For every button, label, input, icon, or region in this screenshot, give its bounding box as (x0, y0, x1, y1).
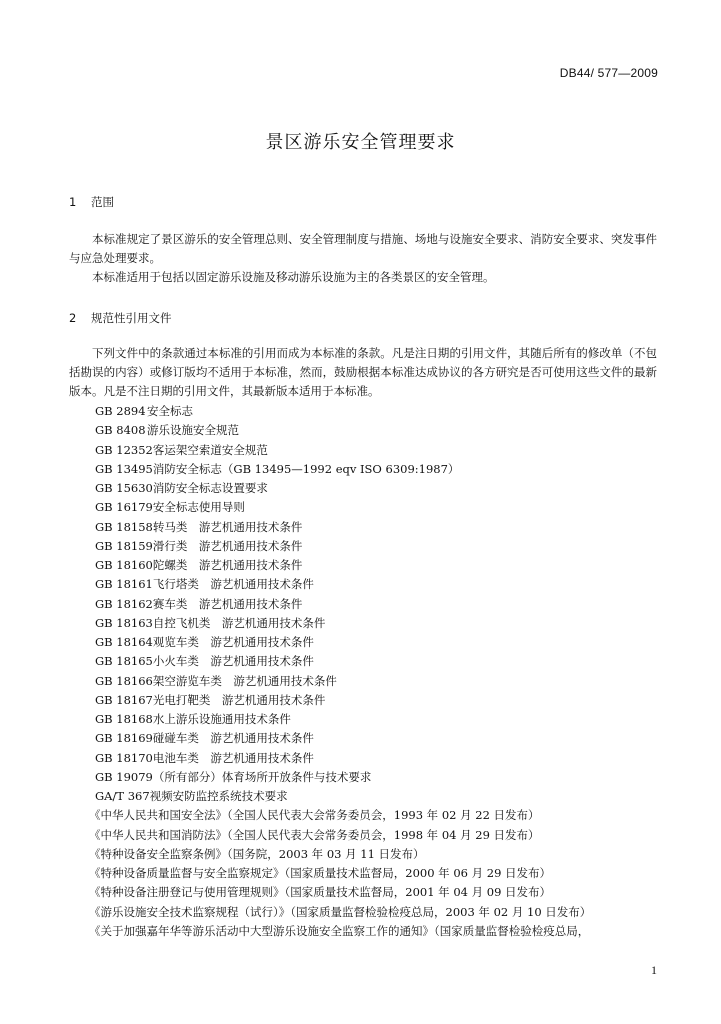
reference-code: GB 2894 (95, 404, 146, 418)
reference-title: 消防安全标志设置要求 (152, 481, 268, 495)
reference-item (95, 787, 591, 806)
document-title: 景区游乐安全管理要求 (265, 132, 456, 153)
reference-code: GA/T 367 (95, 789, 150, 803)
law-reference: 《中华人民共和国安全法》（全国人民代表大会常务委员会，1993 年 02 月 22 日发布） (89, 808, 540, 823)
reference-item (95, 441, 591, 460)
reference-title: 客运架空索道安全规范 (152, 442, 268, 457)
section-2-number: 2 (69, 311, 77, 325)
normative-intro-paragraph: 下列文件中的条款通过本标准的引用而成为本标准的条款。凡是注日期的引用文件，其随后所有的修改单（不包括勘误的内容）或修订版均不适用于本标准，然而，鼓励根据本标准达成协议的各方研究是否可使用这些文件的最新版本。凡是不注日期的引用文件，其最新版本适用于本标准。 (69, 346, 657, 398)
reference-item (95, 768, 591, 787)
law-reference-item (89, 883, 591, 902)
reference-code: GB 8408 (95, 423, 146, 438)
law-reference: 《游乐设施安全技术监察规程（试行）》（国家质量监督检验检疫总局，2003 年 02 月 10 日发布） (89, 904, 592, 919)
reference-title: 陀螺类 游艺机通用技术条件 (152, 558, 303, 572)
reference-code: GB 18165 (95, 654, 153, 669)
reference-title: 自控飞机类 游艺机通用技术条件 (152, 615, 326, 630)
reference-title: 碰碰车类 游艺机通用技术条件 (152, 731, 314, 746)
reference-code: GB 18170 (95, 750, 153, 765)
reference-item (95, 498, 591, 517)
law-reference-item (89, 922, 591, 941)
reference-item (95, 537, 591, 556)
reference-title: 滑行类 游艺机通用技术条件 (152, 538, 303, 553)
section-2-intro (69, 344, 657, 400)
reference-code: GB 18164 (95, 635, 153, 649)
reference-item (95, 633, 591, 652)
law-reference-item (89, 903, 592, 922)
reference-code: GB 18162 (95, 596, 153, 611)
reference-item (95, 421, 591, 440)
reference-item (95, 614, 591, 633)
reference-title: 赛车类 游艺机通用技术条件 (152, 596, 303, 611)
reference-item (95, 672, 591, 691)
reference-title: 光电打靶类 游艺机通用技术条件 (152, 692, 326, 707)
reference-code: GB 18160 (95, 558, 153, 572)
reference-item (95, 749, 591, 768)
reference-code: GB 15630 (95, 481, 153, 495)
section-1-heading (69, 194, 114, 210)
reference-title: 游乐设施安全规范 (147, 423, 239, 438)
reference-item (95, 595, 591, 614)
reference-code: GB 18159 (95, 538, 153, 553)
section-2-title: 规范性引用文件 (91, 311, 172, 325)
law-reference: 《中华人民共和国消防法》（全国人民代表大会常务委员会，1998 年 04 月 29 日发布） (89, 827, 540, 842)
law-reference-item (89, 826, 591, 845)
section-1-title: 范围 (91, 195, 114, 209)
reference-item (95, 518, 591, 537)
reference-item (95, 691, 591, 710)
reference-code: GB 12352 (95, 442, 153, 457)
reference-code: GB 18166 (95, 673, 153, 688)
reference-title: 视频安防监控系统技术要求 (149, 789, 288, 803)
reference-code: GB 18167 (95, 692, 153, 707)
document-code: DB44/ 577—2009 (559, 66, 658, 80)
section-1-number: 1 (69, 195, 77, 209)
reference-list (89, 402, 592, 941)
applicability-paragraph: 本标准适用于包括以固定游乐设施及移动游乐设施为主的各类景区的安全管理。 (92, 269, 495, 284)
reference-title: 安全标志 (147, 404, 193, 418)
reference-code: GB 18163 (95, 615, 153, 630)
reference-title: 水上游乐设施通用技术条件 (152, 712, 291, 726)
reference-title: 小火车类 游艺机通用技术条件 (152, 654, 314, 669)
reference-title: 消防安全标志（GB 13495—1992 eqv ISO 6309:1987） (152, 461, 460, 476)
law-reference-item (89, 845, 591, 864)
reference-code: GB 19079 (95, 769, 153, 784)
law-reference: 《特种设备安全监察条例》（国务院，2003 年 03 月 11 日发布） (89, 846, 425, 861)
reference-item (95, 710, 591, 729)
reference-title: 电池车类 游艺机通用技术条件 (152, 750, 314, 765)
reference-code: GB 18161 (95, 577, 153, 592)
law-reference-item (89, 864, 591, 883)
reference-item (95, 460, 591, 479)
reference-item (95, 652, 591, 671)
law-reference: 《特种设备质量监督与安全监察规定》（国家质量技术监督局，2000 年 06 月 29 日发布） (89, 866, 552, 880)
reference-code: GB 18168 (95, 712, 153, 726)
reference-code: GB 16179 (95, 500, 153, 515)
reference-code: GB 18169 (95, 731, 153, 746)
reference-title: 安全标志使用导则 (152, 500, 245, 515)
reference-title: 架空游览车类 游艺机通用技术条件 (152, 673, 337, 688)
reference-item (95, 479, 591, 498)
reference-item (95, 556, 591, 575)
reference-code: GB 13495 (95, 461, 153, 476)
law-reference-item (89, 806, 591, 825)
reference-title: 观览车类 游艺机通用技术条件 (152, 635, 314, 649)
section-2-heading (69, 310, 172, 326)
law-reference: 《特种设备注册登记与使用管理规则》（国家质量技术监督局，2001 年 04 月 09 日发布） (89, 885, 552, 900)
reference-title: 飞行塔类 游艺机通用技术条件 (152, 577, 314, 592)
reference-code: GB 18158 (95, 519, 153, 534)
law-reference: 《关于加强嘉年华等游乐活动中大型游乐设施安全监察工作的通知》（国家质量监督检验检疫总局， (89, 923, 590, 938)
reference-title: （所有部分）体育场所开放条件与技术要求 (152, 769, 372, 784)
reference-item (95, 729, 591, 748)
reference-item (95, 575, 591, 594)
section-1-body (69, 230, 657, 286)
page-number: 1 (651, 963, 657, 977)
reference-title: 转马类 游艺机通用技术条件 (152, 519, 303, 534)
scope-paragraph: 本标准规定了景区游乐的安全管理总则、安全管理制度与措施、场地与设施安全要求、消防安全要求、突发事件与应急处理要求。 (69, 232, 657, 265)
reference-item (95, 402, 591, 421)
